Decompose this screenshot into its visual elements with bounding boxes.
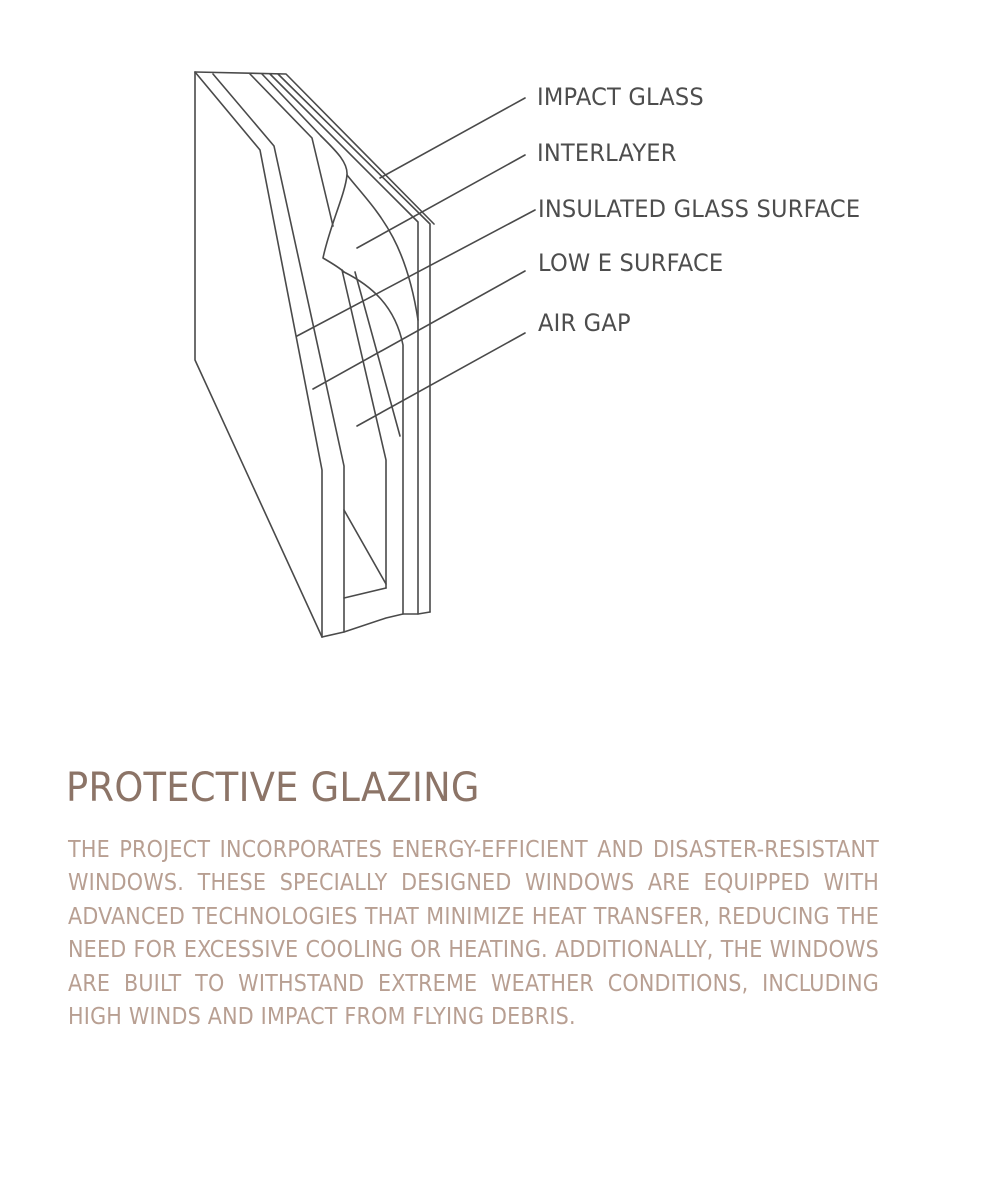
section-description: THE PROJECT INCORPORATES ENERGY-EFFICIENT AND DISASTER-RESISTANT WINDOWS. THESE SPECIALLY DESIGNED WINDOWS ARE EQUIPPED WITH ADVANCED TECHNOLOGIES THAT MINIMIZE HEAT TRANSFER, REDUCING THE NEED FOR EXCESSIVE COOLING OR HEATING. ADDITIONALLY, THE WINDOWS ARE BUILT TO WITHSTAND EXTREME WEATHER CONDITIONS, INCLUDING HIGH WINDS AND IMPACT FROM FLYING DEBRIS.	[68, 837, 879, 1031]
fourth-layer-edge	[262, 74, 321, 136]
sixth-layer-edge	[278, 74, 430, 612]
inner-pane-edge-a	[342, 270, 386, 588]
leader-impact-glass	[380, 98, 525, 178]
interlayer-peel	[321, 136, 347, 272]
label-impact-glass: IMPACT GLASS	[537, 83, 704, 111]
third-layer-edge	[250, 74, 333, 226]
label-insulated-glass-surface: INSULATED GLASS SURFACE	[538, 195, 861, 223]
section-title: PROTECTIVE GLAZING	[66, 765, 480, 811]
second-pane-edge	[213, 74, 344, 632]
spacer-diagonal	[344, 510, 386, 584]
label-air-gap: AIR GAP	[538, 309, 631, 337]
leader-low-e-surface	[313, 271, 525, 389]
window-section-drawing	[195, 72, 434, 637]
leader-interlayer	[357, 155, 525, 248]
label-interlayer: INTERLAYER	[537, 139, 677, 167]
outer-face	[195, 72, 322, 637]
leader-insulated-glass-surface	[297, 210, 535, 336]
outer-pane-edge	[195, 72, 322, 637]
label-low-e-surface: LOW E SURFACE	[538, 249, 724, 277]
leader-air-gap	[357, 333, 525, 426]
spacer-bottom	[344, 588, 386, 598]
bottom-edge	[322, 612, 430, 637]
